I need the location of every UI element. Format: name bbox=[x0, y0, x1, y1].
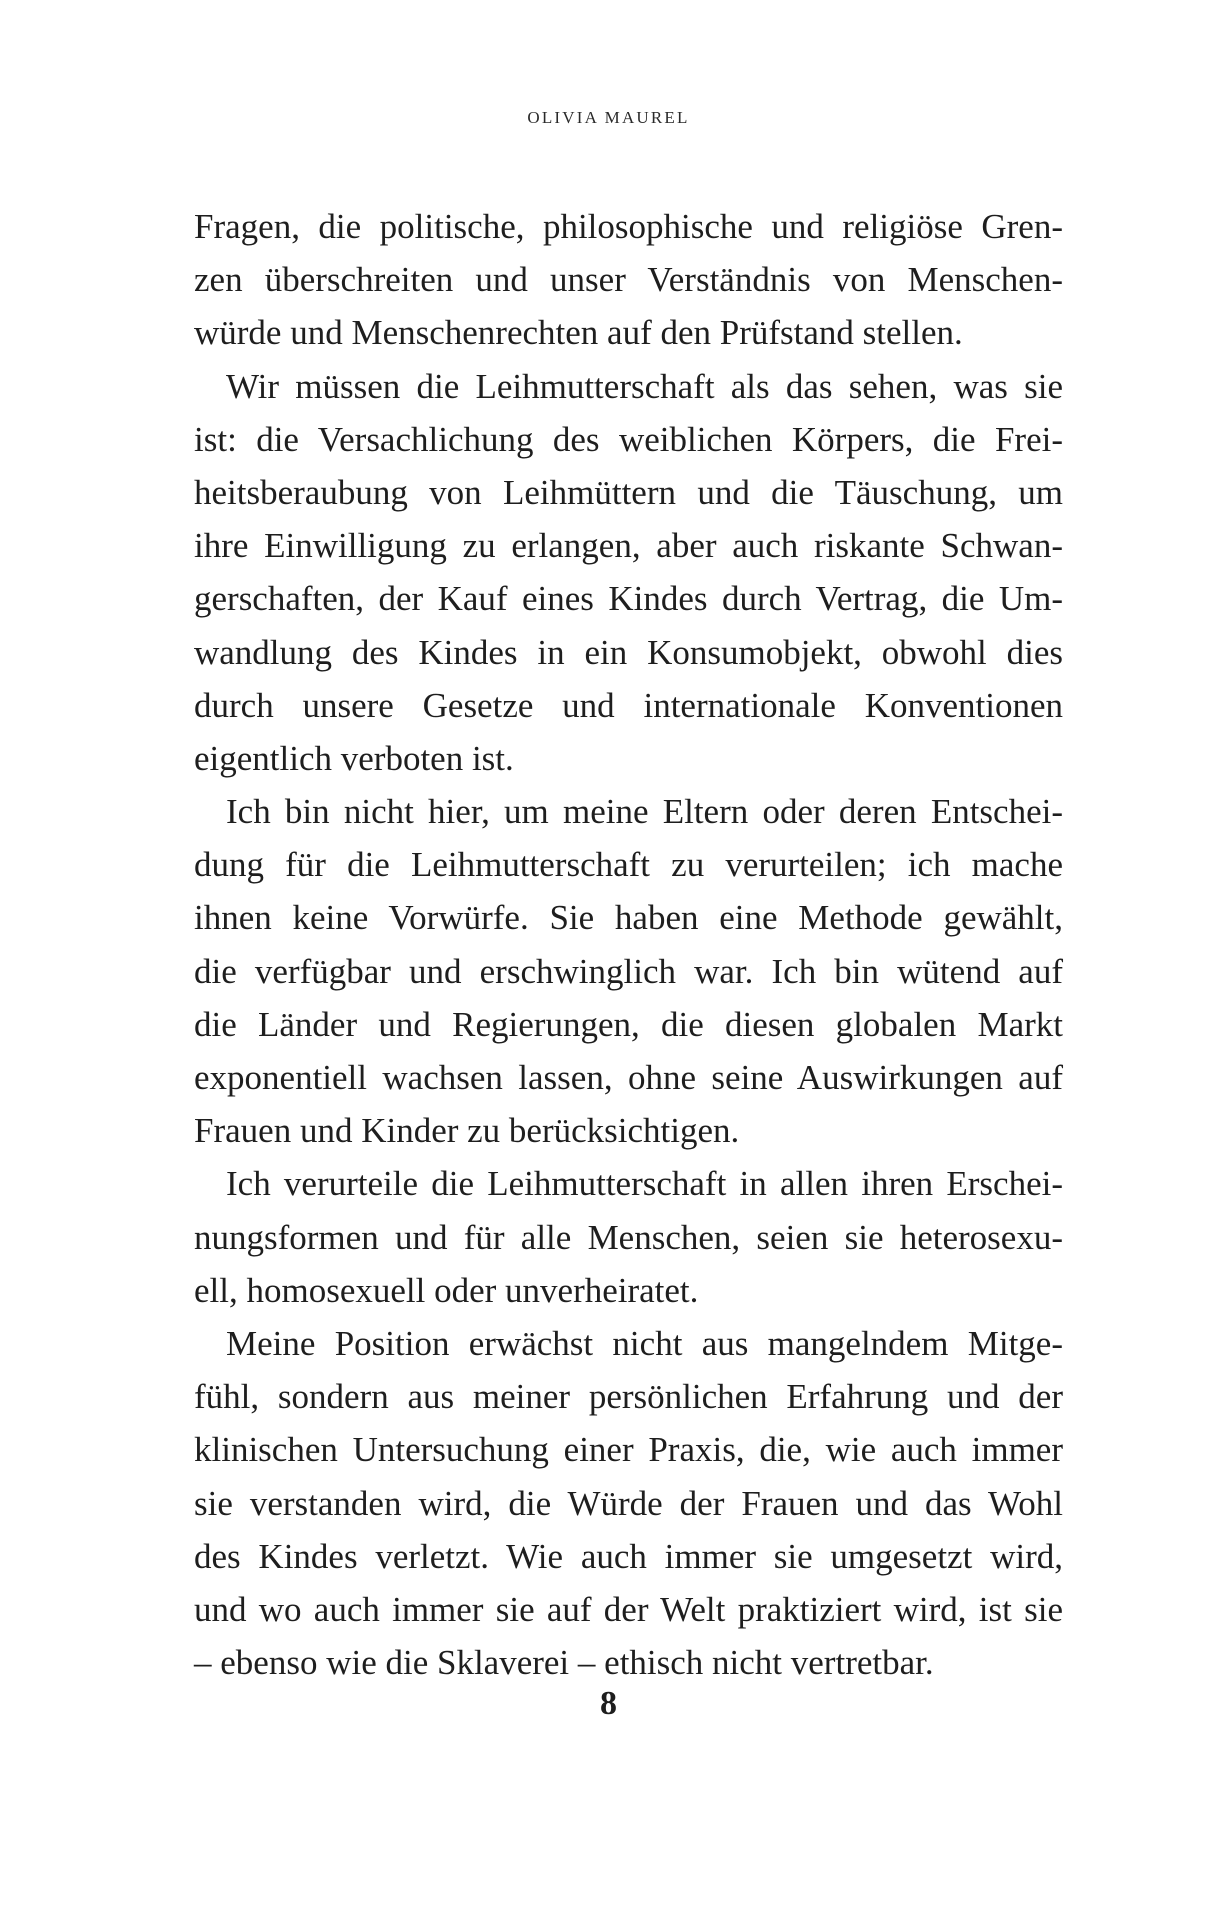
page-number: 8 bbox=[600, 1685, 617, 1722]
text-line: exponentiell wachsen lassen, ohne seine Auswirkungen auf bbox=[194, 1058, 1063, 1097]
paragraph bbox=[194, 200, 1063, 360]
paragraph bbox=[194, 1317, 1063, 1689]
text-line: klinischen Untersuchung einer Praxis, die, wie auch immer bbox=[194, 1430, 1063, 1470]
text-line: sie verstanden wird, die Würde der Frauen und das Wohl bbox=[194, 1483, 1063, 1523]
text-line: heitsberaubung von Leihmüttern und die Täuschung, um bbox=[194, 472, 1063, 512]
text-line: Ich verurteile die Leihmutterschaft in allen ihren Erschei- bbox=[226, 1164, 1063, 1204]
text-line: Frauen und Kinder zu berücksichtigen. bbox=[194, 1111, 740, 1151]
text-line: Fragen, die politische, philosophische und religiöse Gren- bbox=[194, 207, 1063, 246]
text-line: würde und Menschenrechten auf den Prüfstand stellen. bbox=[194, 313, 963, 353]
text-line: Wir müssen die Leihmutterschaft als das sehen, was sie bbox=[226, 366, 1063, 406]
text-line: Meine Position erwächst nicht aus mangelndem Mitge- bbox=[226, 1323, 1063, 1363]
text-line: eigentlich verboten ist. bbox=[194, 738, 514, 778]
text-line: Ich bin nicht hier, um meine Eltern oder deren Entschei- bbox=[226, 792, 1063, 832]
text-line: ihre Einwilligung zu erlangen, aber auch riskante Schwan- bbox=[194, 526, 1063, 566]
text-line: fühl, sondern aus meiner persönlichen Erfahrung und der bbox=[194, 1377, 1063, 1417]
text-line: wandlung des Kindes in ein Konsumobjekt, obwohl dies bbox=[194, 632, 1063, 672]
text-line: ell, homosexuell oder unverheiratet. bbox=[194, 1270, 699, 1310]
text-line: die verfügbar und erschwinglich war. Ich bin wütend auf bbox=[194, 951, 1063, 991]
running-head: OLIVIA MAUREL bbox=[527, 108, 690, 127]
text-line: nungsformen und für alle Menschen, seien sie heterosexu- bbox=[194, 1217, 1063, 1257]
text-line: gerschaften, der Kauf eines Kindes durch Vertrag, die Um- bbox=[194, 579, 1063, 619]
text-line: und wo auch immer sie auf der Welt praktiziert wird, ist sie bbox=[194, 1589, 1063, 1629]
body-text bbox=[194, 200, 1063, 1689]
text-line: durch unsere Gesetze und internationale Konventionen bbox=[194, 685, 1063, 725]
paragraph bbox=[194, 1157, 1063, 1317]
paragraph bbox=[194, 785, 1063, 1157]
text-line: dung für die Leihmutterschaft zu verurteilen; ich mache bbox=[194, 845, 1063, 885]
text-line: – ebenso wie die Sklaverei – ethisch nicht vertretbar. bbox=[194, 1643, 934, 1683]
text-line: ist: die Versachlichung des weiblichen Körpers, die Frei- bbox=[194, 419, 1063, 459]
text-line: ihnen keine Vorwürfe. Sie haben eine Methode gewählt, bbox=[194, 898, 1063, 938]
text-line: des Kindes verletzt. Wie auch immer sie umgesetzt wird, bbox=[194, 1536, 1063, 1576]
text-line: zen überschreiten und unser Verständnis von Menschen- bbox=[194, 260, 1063, 300]
paragraph bbox=[194, 360, 1063, 786]
text-line: die Länder und Regierungen, die diesen globalen Markt bbox=[194, 1004, 1063, 1044]
